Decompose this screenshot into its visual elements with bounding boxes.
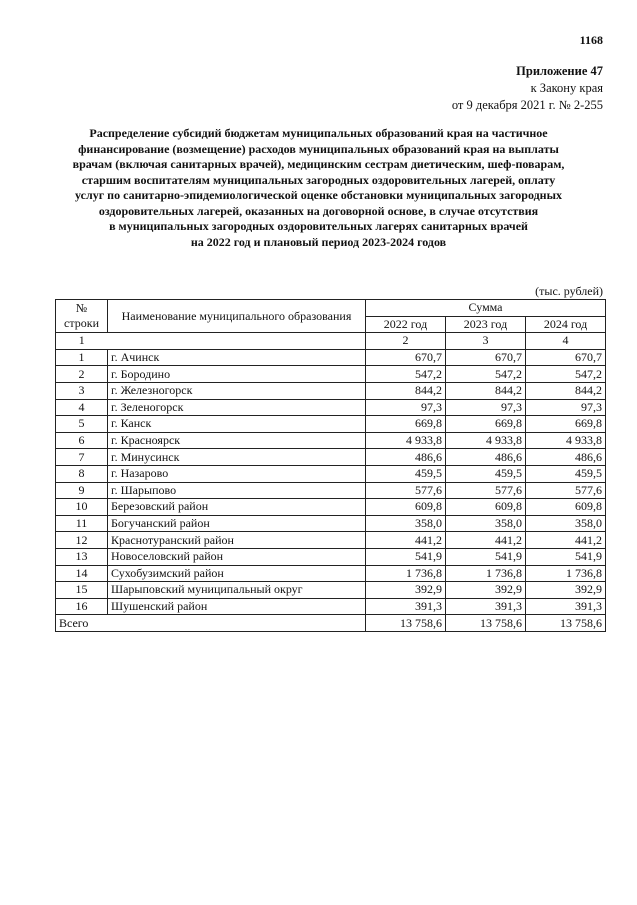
value-2022: 392,9 [366, 582, 446, 599]
row-number: 2 [56, 366, 108, 383]
table-row [56, 399, 606, 416]
table-row [56, 432, 606, 449]
row-number: 14 [56, 565, 108, 582]
value-2023: 669,8 [446, 416, 526, 433]
value-2023: 392,9 [446, 582, 526, 599]
col-number: 3 [446, 333, 526, 350]
municipality-name: Богучанский район [108, 515, 366, 532]
row-number: 9 [56, 482, 108, 499]
municipality-name: Шарыповский муниципальный округ [108, 582, 366, 599]
value-2024: 358,0 [526, 515, 606, 532]
value-2024: 670,7 [526, 349, 606, 366]
municipality-name: г. Назарово [108, 465, 366, 482]
municipality-name: г. Канск [108, 416, 366, 433]
document-heading: Распределение субсидий бюджетам муниципальных образований края на частичное финансирование (возмещение) расходов муниципальных образований края на выплаты врачам (включая санитарных врачей), медицинским сестрам диетическим, шеф-поварам, старшим воспитателям муниципальных загородных оздоровительных лагерей, оплату услуг по санитарно-эпидемиологической оценке обстановки муниципальных загородных оздоровительных лагерей, оказанных на договорной основе, в случае отсутствия в муниципальных загородных оздоровительных лагерях санитарных врачей на 2022 год и плановый период 2023-2024 годов [72, 126, 565, 249]
value-2022: 541,9 [366, 548, 446, 565]
value-2022: 547,2 [366, 366, 446, 383]
value-2023: 577,6 [446, 482, 526, 499]
table-row [56, 499, 606, 516]
value-2022: 391,3 [366, 598, 446, 615]
value-2023: 844,2 [446, 382, 526, 399]
col-number [108, 333, 366, 350]
value-2022: 459,5 [366, 465, 446, 482]
header-sum: Сумма [366, 300, 606, 317]
table-header-row [56, 300, 606, 317]
page-number: 1168 [579, 33, 603, 47]
value-2024: 4 933,8 [526, 432, 606, 449]
value-2022: 669,8 [366, 416, 446, 433]
row-number: 8 [56, 465, 108, 482]
value-2024: 441,2 [526, 532, 606, 549]
table-row [56, 482, 606, 499]
table-row [56, 465, 606, 482]
row-number: 15 [56, 582, 108, 599]
appendix-title: Приложение 47 [516, 64, 603, 78]
row-number: 4 [56, 399, 108, 416]
value-2024: 844,2 [526, 382, 606, 399]
value-2022: 844,2 [366, 382, 446, 399]
value-2023: 541,9 [446, 548, 526, 565]
municipality-name: Шушенский район [108, 598, 366, 615]
header-name: Наименование муниципального образования [108, 300, 366, 333]
value-2023: 97,3 [446, 399, 526, 416]
value-2023: 670,7 [446, 349, 526, 366]
value-2024: 486,6 [526, 449, 606, 466]
total-2022: 13 758,6 [366, 615, 446, 632]
value-2023: 441,2 [446, 532, 526, 549]
appendix-header [452, 63, 603, 114]
row-number: 7 [56, 449, 108, 466]
units-label: (тыс. рублей) [535, 284, 603, 298]
header-year-2024: 2024 год [526, 316, 606, 333]
total-2024: 13 758,6 [526, 615, 606, 632]
table-body [56, 349, 606, 615]
row-number: 13 [56, 548, 108, 565]
row-number: 16 [56, 598, 108, 615]
value-2022: 358,0 [366, 515, 446, 532]
municipality-name: г. Шарыпово [108, 482, 366, 499]
municipality-name: г. Ачинск [108, 349, 366, 366]
municipality-name: г. Красноярск [108, 432, 366, 449]
header-row-number: № строки [56, 300, 108, 333]
value-2024: 541,9 [526, 548, 606, 565]
value-2024: 392,9 [526, 582, 606, 599]
row-number: 1 [56, 349, 108, 366]
value-2023: 358,0 [446, 515, 526, 532]
value-2024: 1 736,8 [526, 565, 606, 582]
col-number: 4 [526, 333, 606, 350]
table-total-row [56, 615, 606, 632]
value-2022: 670,7 [366, 349, 446, 366]
total-label: Всего [56, 615, 366, 632]
appendix-date: от 9 декабря 2021 г. № 2-255 [451, 98, 603, 112]
value-2024: 459,5 [526, 465, 606, 482]
value-2024: 391,3 [526, 598, 606, 615]
value-2023: 391,3 [446, 598, 526, 615]
subsidy-table [55, 299, 606, 632]
appendix-law: к Закону края [530, 81, 603, 95]
table-row [56, 349, 606, 366]
municipality-name: Краснотуранский район [108, 532, 366, 549]
value-2023: 547,2 [446, 366, 526, 383]
table-column-numbers-row [56, 333, 606, 350]
municipality-name: Сухобузимский район [108, 565, 366, 582]
value-2023: 486,6 [446, 449, 526, 466]
table-row [56, 582, 606, 599]
value-2024: 609,8 [526, 499, 606, 516]
value-2023: 459,5 [446, 465, 526, 482]
value-2022: 4 933,8 [366, 432, 446, 449]
table-row [56, 382, 606, 399]
table-row [56, 532, 606, 549]
value-2022: 97,3 [366, 399, 446, 416]
row-number: 10 [56, 499, 108, 516]
header-year-2022: 2022 год [366, 316, 446, 333]
value-2023: 609,8 [446, 499, 526, 516]
row-number: 5 [56, 416, 108, 433]
row-number: 12 [56, 532, 108, 549]
row-number: 6 [56, 432, 108, 449]
value-2022: 1 736,8 [366, 565, 446, 582]
total-2023: 13 758,6 [446, 615, 526, 632]
header-year-2023: 2023 год [446, 316, 526, 333]
value-2022: 486,6 [366, 449, 446, 466]
value-2023: 4 933,8 [446, 432, 526, 449]
value-2022: 609,8 [366, 499, 446, 516]
table-row [56, 548, 606, 565]
table-row [56, 366, 606, 383]
municipality-name: г. Бородино [108, 366, 366, 383]
municipality-name: г. Железногорск [108, 382, 366, 399]
municipality-name: Березовский район [108, 499, 366, 516]
value-2024: 547,2 [526, 366, 606, 383]
row-number: 11 [56, 515, 108, 532]
value-2024: 97,3 [526, 399, 606, 416]
table-row [56, 449, 606, 466]
table-row [56, 515, 606, 532]
table-row [56, 598, 606, 615]
municipality-name: г. Зеленогорск [108, 399, 366, 416]
municipality-name: Новоселовский район [108, 548, 366, 565]
row-number: 3 [56, 382, 108, 399]
col-number: 1 [56, 333, 108, 350]
value-2022: 577,6 [366, 482, 446, 499]
value-2024: 577,6 [526, 482, 606, 499]
value-2024: 669,8 [526, 416, 606, 433]
municipality-name: г. Минусинск [108, 449, 366, 466]
table-row [56, 416, 606, 433]
table-row [56, 565, 606, 582]
value-2023: 1 736,8 [446, 565, 526, 582]
value-2022: 441,2 [366, 532, 446, 549]
col-number: 2 [366, 333, 446, 350]
